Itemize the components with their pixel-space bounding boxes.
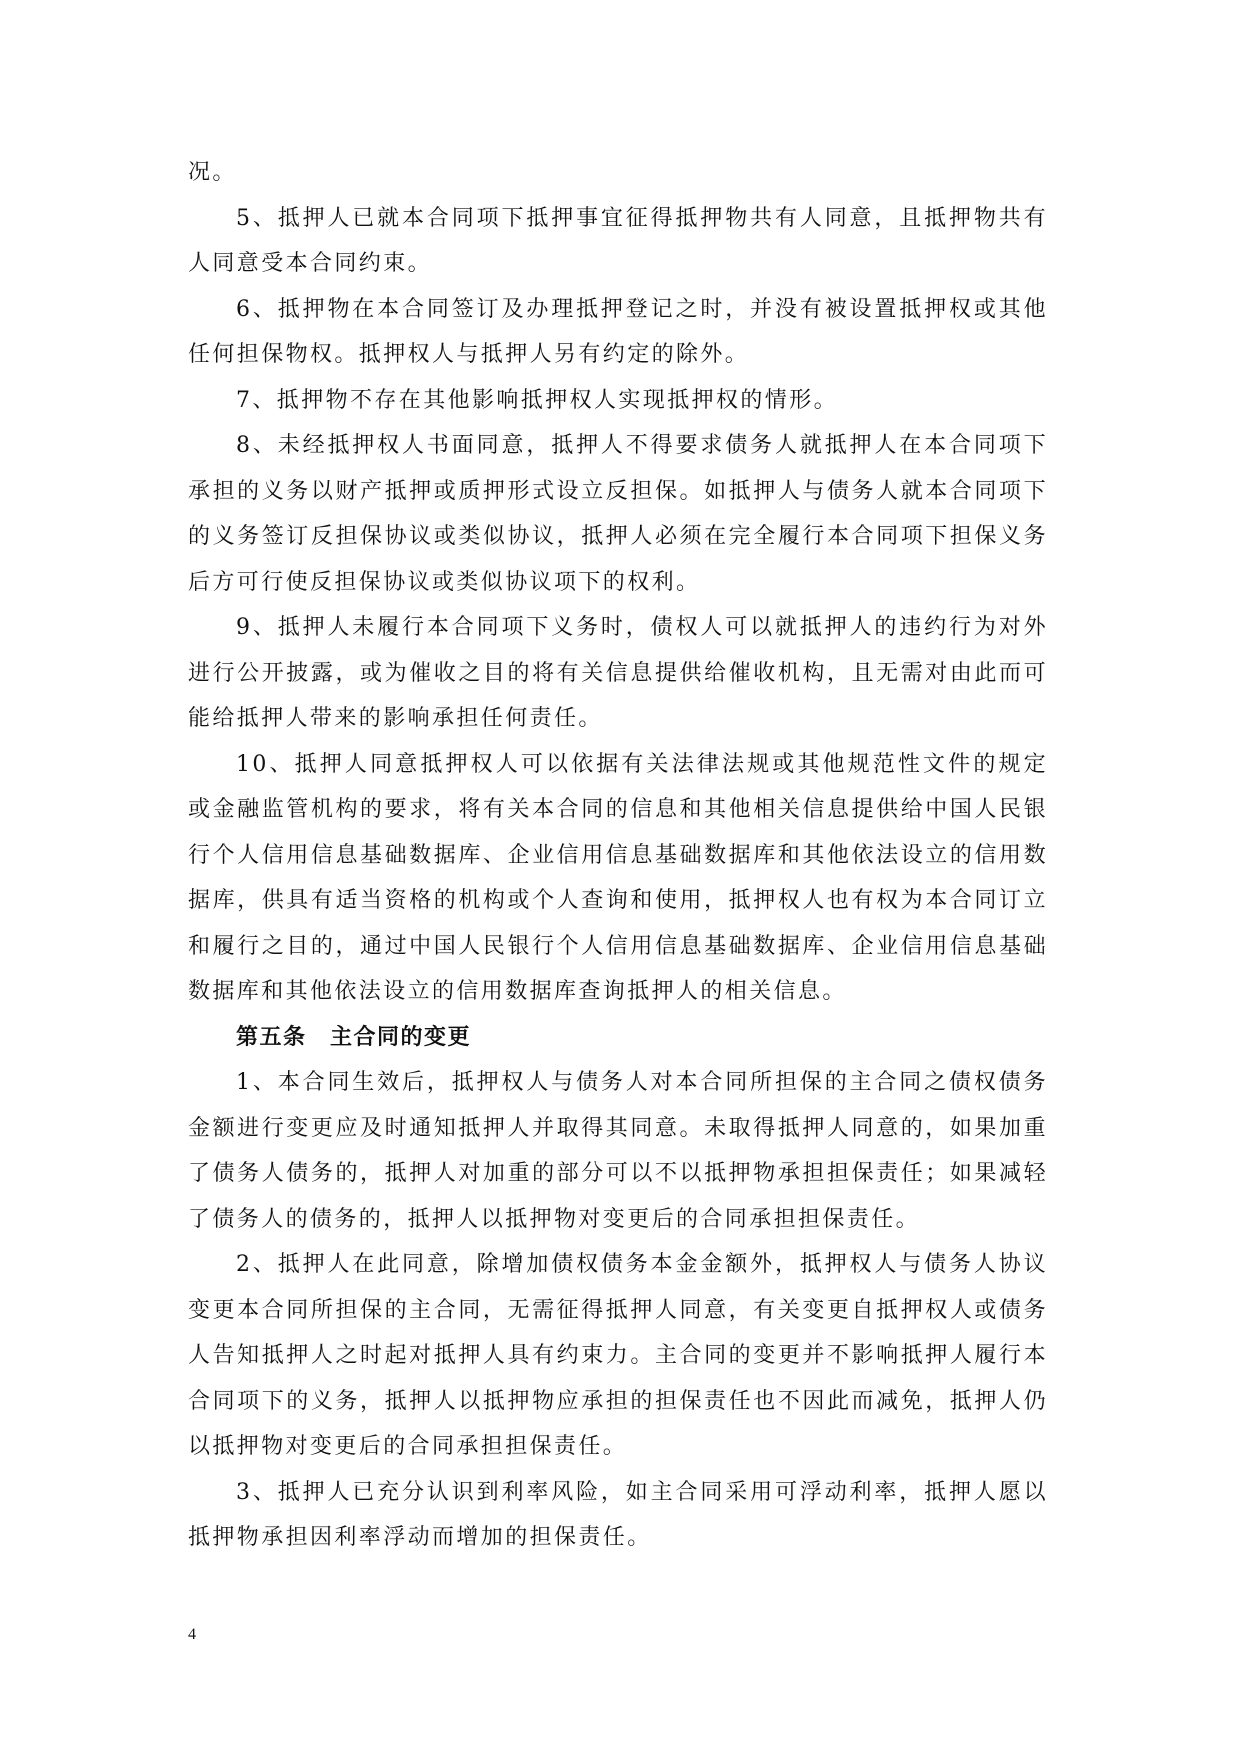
- clause-10: 10、抵押人同意抵押权人可以依据有关法律法规或其他规范性文件的规定或金融监管机构的要求，将有关本合同的信息和其他相关信息提供给中国人民银行个人信用信息基础数据库、企业信用信息基础数据库和其他依法设立的信用数据库，供具有适当资格的机构或个人查询和使用，抵押权人也有权为本合同订立和履行之目的，通过中国人民银行个人信用信息基础数据库、企业信用信息基础数据库和其他依法设立的信用数据库查询抵押人的相关信息。: [188, 751, 1048, 1004]
- clause-9: 9、抵押人未履行本合同项下义务时，债权人可以就抵押人的违约行为对外进行公开披露，或为催收之目的将有关信息提供给催收机构，且无需对由此而可能给抵押人带来的影响承担任何责任。: [188, 615, 1048, 731]
- page-number: 4: [188, 1626, 196, 1643]
- clause-8: 8、未经抵押权人书面同意，抵押人不得要求债务人就抵押人在本合同项下承担的义务以财产抵押或质押形式设立反担保。如抵押人与债务人就本合同项下的义务签订反担保协议或类似协议，抵押人必须在完全履行本合同项下担保义务后方可行使反担保协议或类似协议项下的权利。: [188, 433, 1048, 595]
- section-clause-1: 1、本合同生效后，抵押权人与债务人对本合同所担保的主合同之债权债务金额进行变更应及时通知抵押人并取得其同意。未取得抵押人同意的，如果加重了债务人债务的，抵押人对加重的部分可以不以抵押物承担担保责任；如果减轻了债务人的债务的，抵押人以抵押物对变更后的合同承担担保责任。: [188, 1070, 1048, 1232]
- clause-6: 6、抵押物在本合同签订及办理抵押登记之时，并没有被设置抵押权或其他任何担保物权。抵押权人与抵押人另有约定的除外。: [188, 296, 1048, 367]
- clause-5: 5、抵押人已就本合同项下抵押事宜征得抵押物共有人同意，且抵押物共有人同意受本合同约束。: [188, 205, 1048, 276]
- clause-7: 7、抵押物不存在其他影响抵押权人实现抵押权的情形。: [236, 387, 838, 413]
- section-clause-2: 2、抵押人在此同意，除增加债权债务本金金额外，抵押权人与债务人协议变更本合同所担保的主合同，无需征得抵押人同意，有关变更自抵押权人或债务人告知抵押人之时起对抵押人具有约束力。主合同的变更并不影响抵押人履行本合同项下的义务，抵押人以抵押物应承担的担保责任也不因此而减免，抵押人仍以抵押物对变更后的合同承担担保责任。: [188, 1252, 1048, 1459]
- section-clause-3: 3、抵押人已充分认识到利率风险，如主合同采用可浮动利率，抵押人愿以抵押物承担因利率浮动而增加的担保责任。: [188, 1479, 1048, 1550]
- section-heading: 第五条 主合同的变更: [236, 1023, 472, 1050]
- document-body: [188, 150, 1048, 1561]
- continuation-text: 况。: [188, 160, 237, 185]
